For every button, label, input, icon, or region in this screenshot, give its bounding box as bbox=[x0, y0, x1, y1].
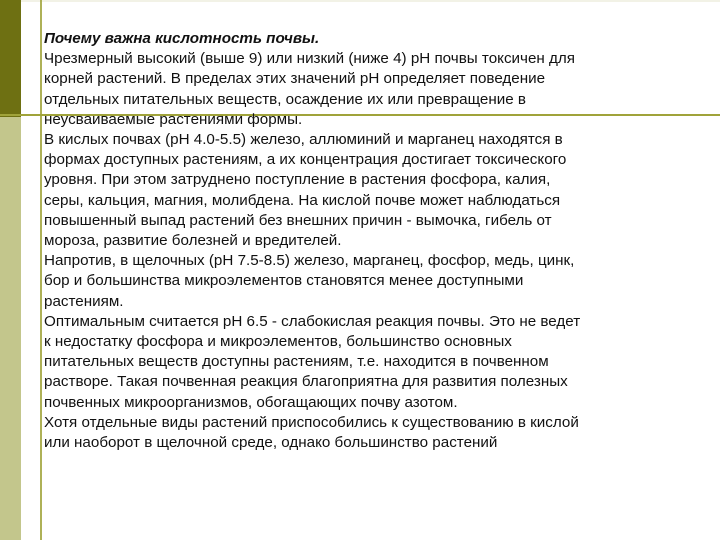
body-line: питательных веществ доступны растениям, т.е. находится в почвенном bbox=[44, 353, 549, 371]
top-strip bbox=[0, 0, 720, 2]
body-line: неусваиваемые растениями формы. bbox=[44, 110, 303, 128]
body-line: В кислых почвах (рН 4.0-5.5) железо, аллюминий и марганец находятся в bbox=[44, 131, 563, 149]
body-line: Хотя отдельные виды растений приспособились к существованию в кислой bbox=[44, 413, 579, 431]
body-line: уровня. При этом затруднено поступление в растения фосфора, калия, bbox=[44, 171, 551, 189]
vertical-rule bbox=[40, 0, 42, 540]
body-line: Оптимальным считается рН 6.5 - слабокислая реакция почвы. Это не ведет bbox=[44, 312, 581, 330]
body-line: к недостатку фосфора и микроэлементов, большинство основных bbox=[44, 333, 512, 351]
slide-body bbox=[44, 29, 704, 453]
body-line: повышенный выпад растений без внешних причин - вымочка, гибель от bbox=[44, 211, 552, 229]
body-line: почвенных микроорганизмов, обогащающих почву азотом. bbox=[44, 393, 458, 411]
body-line: или наоборот в щелочной среде, однако большинство растений bbox=[44, 434, 498, 452]
slide-title: Почему важна кислотность почвы. bbox=[44, 30, 320, 47]
body-line: корней растений. В пределах этих значений рН определяет поведение bbox=[44, 70, 546, 88]
body-line: растворе. Такая почвенная реакция благоприятна для развития полезных bbox=[44, 373, 568, 391]
body-line: бор и большинства микроэлементов становятся менее доступными bbox=[44, 272, 524, 290]
body-line: Чрезмерный высокий (выше 9) или низкий (ниже 4) рН почвы токсичен для bbox=[44, 50, 575, 68]
body-line: формах доступных растениям, а их концентрация достигает токсического bbox=[44, 151, 567, 169]
body-line: растениям. bbox=[44, 292, 124, 310]
left-band-light bbox=[0, 117, 21, 540]
body-line: отдельных питательных веществ, осаждение их или превращение в bbox=[44, 90, 526, 108]
body-line: Напротив, в щелочных (рН 7.5-8.5) железо, марганец, фосфор, медь, цинк, bbox=[44, 252, 575, 270]
left-band-dark bbox=[0, 0, 21, 117]
body-line: мороза, развитие болезней и вредителей. bbox=[44, 232, 342, 250]
body-line: серы, кальция, магния, молибдена. На кислой почве может наблюдаться bbox=[44, 191, 561, 209]
